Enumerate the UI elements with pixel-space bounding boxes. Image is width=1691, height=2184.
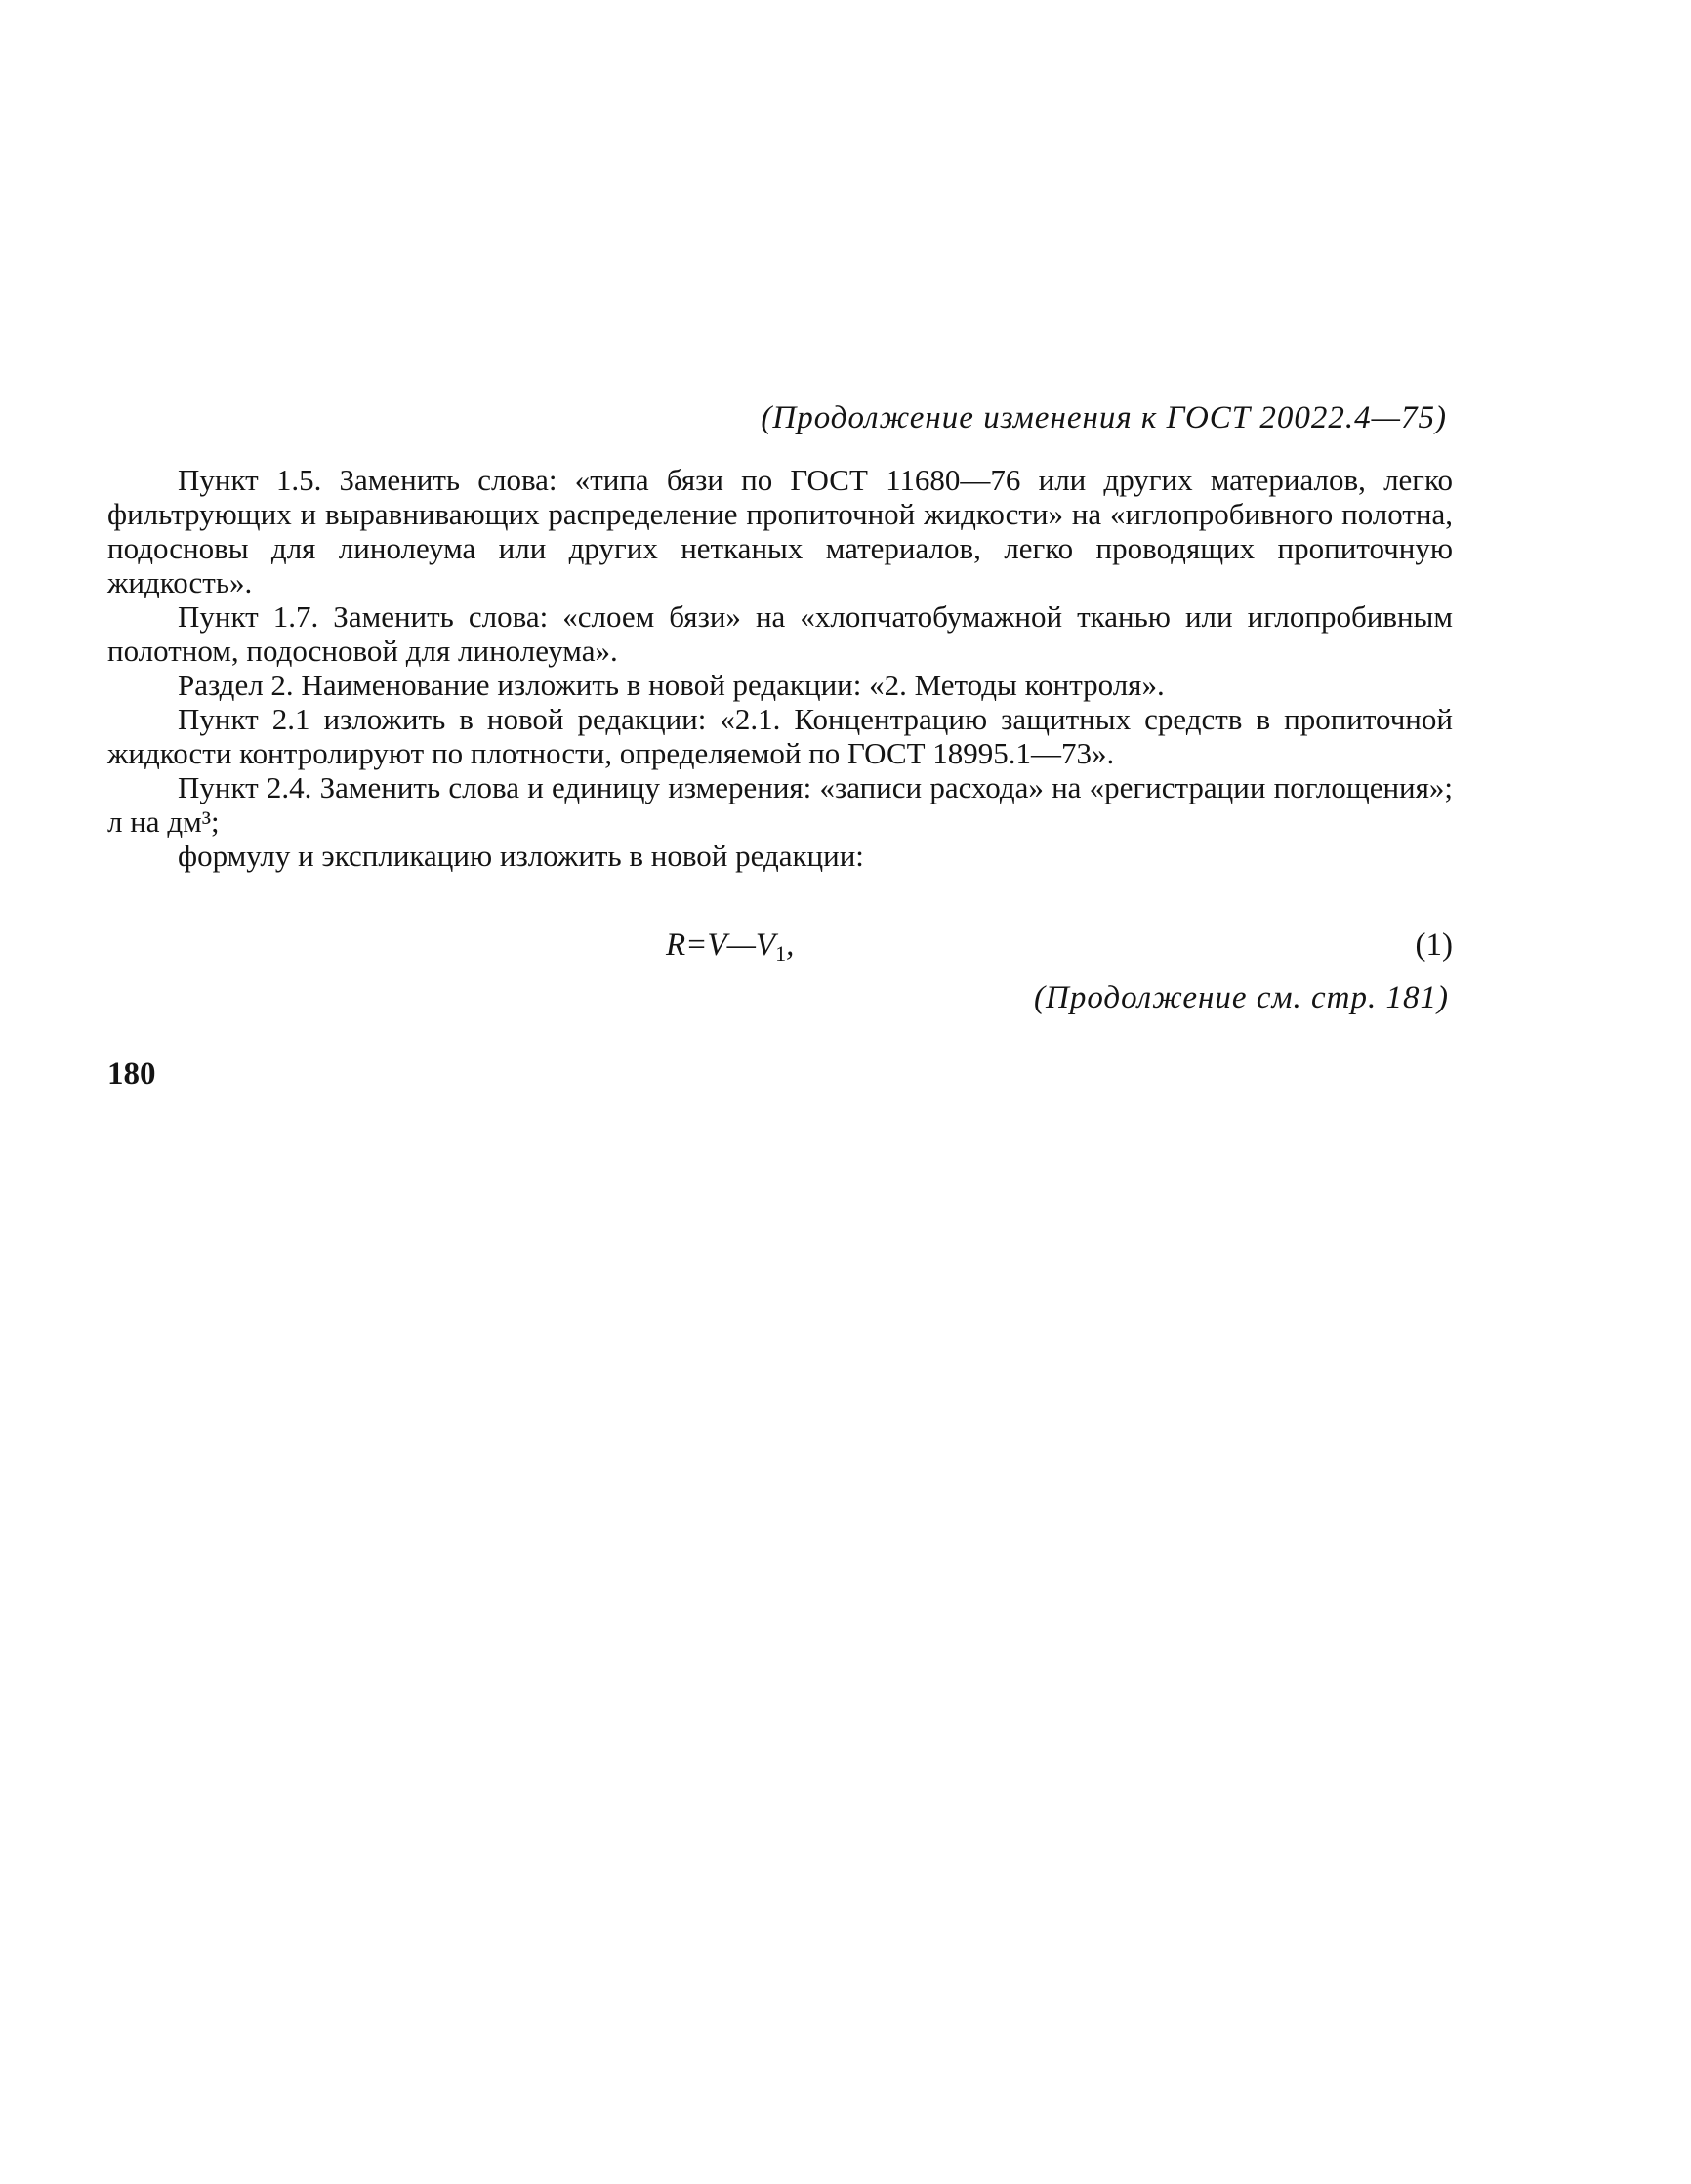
amendment-body [107,463,1453,873]
formula-number: (1) [1415,927,1453,963]
formula-main: R=V—V [666,927,776,963]
paragraph-formula-intro: формулу и экспликацию изложить в новой редакции: [178,839,864,873]
continuation-footer: (Продолжение см. стр. 181) [1034,980,1449,1015]
formula-row [107,927,1453,970]
paragraph-item-2-4: Пункт 2.4. Заменить слова и единицу измерения: «записи расхода» на «регистрации поглощения»; л на дм³; [107,770,1453,839]
paragraph-section-2: Раздел 2. Наименование изложить в новой редакции: «2. Методы контроля». [178,668,1165,702]
formula [666,927,794,967]
paragraph-item-1-5: Пункт 1.5. Заменить слова: «типа бязи по ГОСТ 11680—76 или других материалов, легко фильтрующих и выравнивающих распределение пропиточной жидкости» на «иглопробивного полотна, подосновы для линолеума или других нетканых материалов, легко проводящих пропиточную жидкость». [107,463,1453,599]
paragraph-item-1-7: Пункт 1.7. Заменить слова: «слоем бязи» на «хлопчатобумажной тканью или иглопробивным полотном, подосновой для линолеума». [107,599,1453,668]
formula-subscript: 1 [775,941,787,966]
paragraph-item-2-1: Пункт 2.1 изложить в новой редакции: «2.1. Концентрацию защитных средств в пропиточной жидкости контролируют по плотности, определяемой по ГОСТ 18995.1—73». [107,702,1453,770]
page-number: 180 [107,1056,156,1092]
formula-trail: , [786,927,795,963]
continuation-header: (Продолжение изменения к ГОСТ 20022.4—75) [761,400,1447,435]
